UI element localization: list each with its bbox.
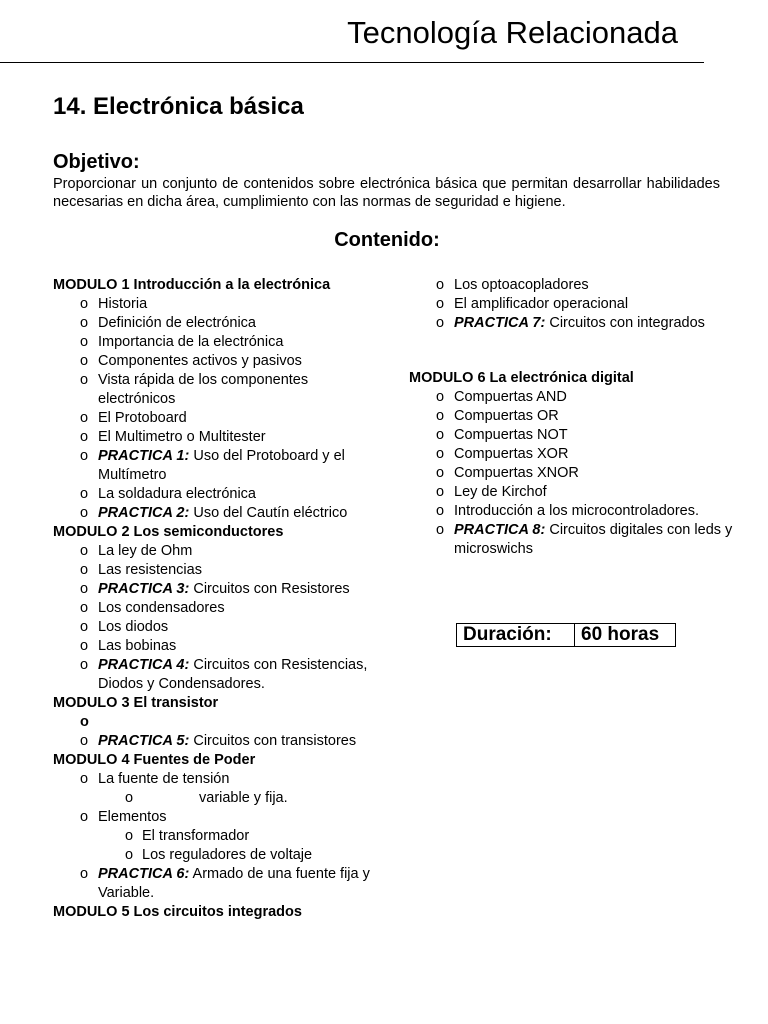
bullet-icon: o: [436, 408, 445, 424]
list-item-text: Compuertas AND: [454, 389, 567, 405]
list-item: [53, 333, 383, 352]
bullet-icon: o: [436, 446, 445, 462]
module-2-title: MODULO 2 Los semiconductores: [53, 524, 284, 540]
spacer: [409, 333, 739, 369]
bullet-icon: o: [436, 277, 445, 293]
bullet-icon: o: [80, 809, 89, 825]
list-item-text: Componentes activos y pasivos: [98, 353, 302, 369]
document-title: 14. Electrónica básica: [53, 93, 304, 120]
bullet-icon: o: [436, 315, 445, 331]
bullet-icon: o: [125, 790, 134, 806]
list-item-text: Ley de Kirchof: [454, 484, 547, 500]
list-item: [409, 445, 739, 464]
list-item-text: La fuente de tensión: [98, 771, 230, 787]
module-4-title: MODULO 4 Fuentes de Poder: [53, 752, 256, 768]
list-item: [409, 407, 739, 426]
bullet-icon: o: [80, 562, 89, 578]
list-item-text: Las resistencias: [98, 562, 202, 578]
bullet-icon: o: [80, 619, 89, 635]
list-item-text: Los condensadores: [98, 600, 225, 616]
list-item-text: Historia: [98, 296, 148, 312]
bullet-icon: o: [436, 296, 445, 312]
practice-item: [409, 521, 739, 559]
practice-item: [53, 447, 383, 485]
bullet-icon: o: [436, 522, 445, 538]
practice-text: Circuitos digitales con leds y microswichs: [454, 522, 733, 557]
module-5-title: MODULO 5 Los circuitos integrados: [53, 904, 302, 920]
list-item: [409, 464, 739, 483]
contents-heading: Contenido:: [334, 229, 440, 251]
list-item-text: Compuertas XNOR: [454, 465, 579, 481]
sub-list-item: [53, 827, 383, 846]
list-item-text: Introducción a los microcontroladores.: [454, 503, 700, 519]
practice-text: Circuitos con Resistores: [189, 581, 350, 597]
list-item: [53, 561, 383, 580]
duration-label: Duración:: [457, 624, 575, 647]
list-item-text: Los diodos: [98, 619, 169, 635]
list-item: [53, 808, 383, 827]
bullet-icon: o: [436, 389, 445, 405]
list-item: [409, 388, 739, 407]
list-item: [53, 637, 383, 656]
bullet-icon: o: [80, 505, 89, 521]
practice-text: Circuitos con integrados: [545, 315, 705, 331]
practice-label: PRACTICA 3:: [98, 581, 190, 597]
module-1-title: MODULO 1 Introducción a la electrónica: [53, 277, 331, 293]
bullet-icon: o: [80, 486, 89, 502]
list-item: [53, 428, 383, 447]
sub-list-item: [53, 789, 383, 808]
list-item-text: Vista rápida de los componentes electrónicos: [98, 372, 309, 407]
list-item: [409, 502, 739, 521]
bullet-icon: o: [125, 847, 134, 863]
list-item: [53, 599, 383, 618]
practice-text: Uso del Cautín eléctrico: [189, 505, 348, 521]
list-item: [53, 542, 383, 561]
list-item-text: El amplificador operacional: [454, 296, 629, 312]
practice-item: [409, 314, 739, 333]
list-item: [53, 618, 383, 637]
bullet-icon: o: [80, 866, 89, 882]
list-item-text: Los reguladores de voltaje: [142, 847, 313, 863]
bullet-icon: o: [80, 315, 89, 331]
practice-text: Circuitos con Resistencias, Diodos y Condensadores.: [98, 657, 368, 692]
contents-left-column: [53, 276, 383, 922]
objective-heading: Objetivo:: [53, 151, 140, 173]
practice-label: PRACTICA 2:: [98, 505, 190, 521]
list-item: [409, 426, 739, 445]
list-item: [53, 295, 383, 314]
list-item: [53, 314, 383, 333]
header-title: Tecnología Relacionada: [347, 15, 678, 50]
list-item-text: Compuertas NOT: [454, 427, 568, 443]
list-item: [53, 485, 383, 504]
bullet-icon: o: [80, 410, 89, 426]
list-item: [53, 352, 383, 371]
bullet-icon: o: [80, 296, 89, 312]
practice-item: [53, 656, 383, 694]
bullet-icon: o: [436, 503, 445, 519]
list-item-text: Los optoacopladores: [454, 277, 589, 293]
practice-text: Armado de una fuente fija y Variable.: [98, 866, 370, 901]
list-item-text: La soldadura electrónica: [98, 486, 256, 502]
list-item-text: El Protoboard: [98, 410, 187, 426]
practice-label: PRACTICA 1:: [98, 448, 190, 464]
bullet-icon: o: [436, 484, 445, 500]
objective-text: Proporcionar un conjunto de contenidos sobre electrónica básica que permitan desarrollar habilidades necesarias en dicha área, cumplimiento con las normas de seguridad e higiene.: [53, 176, 720, 210]
list-item: [409, 276, 739, 295]
practice-item: [53, 580, 383, 599]
practice-text: Uso del Protoboard y el Multímetro: [98, 448, 345, 483]
list-item: [53, 371, 383, 409]
bullet-icon: o: [436, 427, 445, 443]
list-item: [53, 713, 383, 732]
list-item: [53, 770, 383, 789]
bullet-icon: o: [80, 353, 89, 369]
bullet-icon: o: [80, 543, 89, 559]
module-6-title: MODULO 6 La electrónica digital: [409, 370, 634, 386]
list-item-text: El transformador: [142, 828, 250, 844]
bullet-icon: o: [80, 733, 89, 749]
practice-item: [53, 865, 383, 903]
list-item: [53, 409, 383, 428]
bullet-icon: o: [80, 600, 89, 616]
list-item: [409, 483, 739, 502]
bullet-icon: o: [80, 334, 89, 350]
list-item-text: Elementos: [98, 809, 167, 825]
list-item-text: variable y fija.: [199, 790, 288, 806]
practice-item: [53, 732, 383, 751]
header-rule: [0, 62, 704, 63]
bullet-icon: o: [80, 771, 89, 787]
list-item-text: Compuertas OR: [454, 408, 559, 424]
bullet-icon: o: [80, 448, 89, 464]
duration-table: [456, 623, 676, 647]
list-item-text: Compuertas XOR: [454, 446, 569, 462]
bullet-icon: o: [80, 714, 89, 730]
practice-label: PRACTICA 7:: [454, 315, 546, 331]
contents-right-column: [409, 276, 739, 559]
practice-label: PRACTICA 4:: [98, 657, 190, 673]
list-item: [409, 295, 739, 314]
bullet-icon: o: [80, 657, 89, 673]
list-item-text: La ley de Ohm: [98, 543, 193, 559]
bullet-icon: o: [80, 372, 89, 388]
list-item-text: Las bobinas: [98, 638, 177, 654]
practice-label: PRACTICA 5:: [98, 733, 190, 749]
bullet-icon: o: [436, 465, 445, 481]
duration-value: 60 horas: [575, 624, 676, 647]
bullet-icon: o: [80, 429, 89, 445]
practice-label: PRACTICA 6:: [98, 866, 190, 882]
sub-list-item: [53, 846, 383, 865]
bullet-icon: o: [125, 828, 134, 844]
practice-label: PRACTICA 8:: [454, 522, 546, 538]
list-item-text: Definición de electrónica: [98, 315, 256, 331]
bullet-icon: o: [80, 638, 89, 654]
bullet-icon: o: [80, 581, 89, 597]
practice-item: [53, 504, 383, 523]
module-3-title: MODULO 3 El transistor: [53, 695, 219, 711]
list-item-text: El Multimetro o Multitester: [98, 429, 266, 445]
list-item-text: Importancia de la electrónica: [98, 334, 284, 350]
practice-text: Circuitos con transistores: [189, 733, 357, 749]
